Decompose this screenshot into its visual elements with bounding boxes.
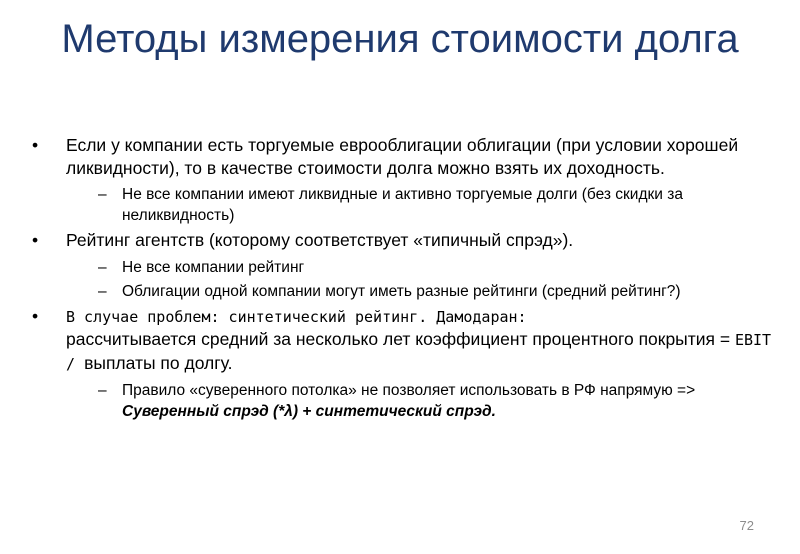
emphasis-formula: Суверенный спрэд (*λ) + синтетический спрэд.	[122, 403, 496, 420]
sub-bullet-text: Не все компании имеют ликвидные и активно торгуемые долги (без скидки за неликвидность)	[122, 186, 683, 224]
bullet-item	[32, 134, 777, 179]
bullet-text: рассчитывается средний за несколько лет коэффициент процентного покрытия =	[66, 329, 735, 349]
bullet-marker: •	[32, 135, 39, 155]
sub-bullet-item	[32, 380, 777, 422]
bullet-marker: •	[32, 230, 39, 250]
dash-marker: –	[98, 258, 107, 276]
slide-content	[32, 134, 777, 425]
bullet-text: Если у компании есть торгуемые еврооблигации облигации (при условии хорошей ликвидности), то в качестве стоимости долга можно взять их доходность.	[66, 135, 739, 178]
sub-bullet-item	[32, 257, 777, 278]
slide-title: Методы измерения стоимости долга	[61, 17, 739, 61]
sub-bullet-item	[32, 281, 777, 302]
bullet-text: Рейтинг агентств (которому соответствует «типичный спрэд»).	[66, 230, 574, 250]
bullet-marker: •	[32, 305, 39, 326]
sub-bullet-item	[32, 184, 777, 226]
sub-bullet-text: Не все компании рейтинг	[122, 258, 305, 276]
bullet-item	[32, 229, 777, 252]
sub-bullet-text: Облигации одной компании могут иметь разные рейтинги (средний рейтинг?)	[122, 282, 681, 300]
bullet-text-end: выплаты по долгу.	[84, 352, 233, 373]
bullet-text-mono-part: В случае проблем: синтетический рейтинг. Дамодаран:	[66, 307, 527, 326]
ebit-formula: EBIT /	[66, 331, 772, 373]
dash-marker: –	[98, 186, 107, 203]
dash-marker: –	[98, 282, 107, 300]
dash-marker: –	[98, 382, 107, 399]
sub-bullet-text: Правило «суверенного потолка» не позволяет использовать в РФ напрямую =>	[122, 382, 696, 399]
page-number: 72	[739, 518, 754, 533]
bullet-item	[32, 305, 777, 376]
